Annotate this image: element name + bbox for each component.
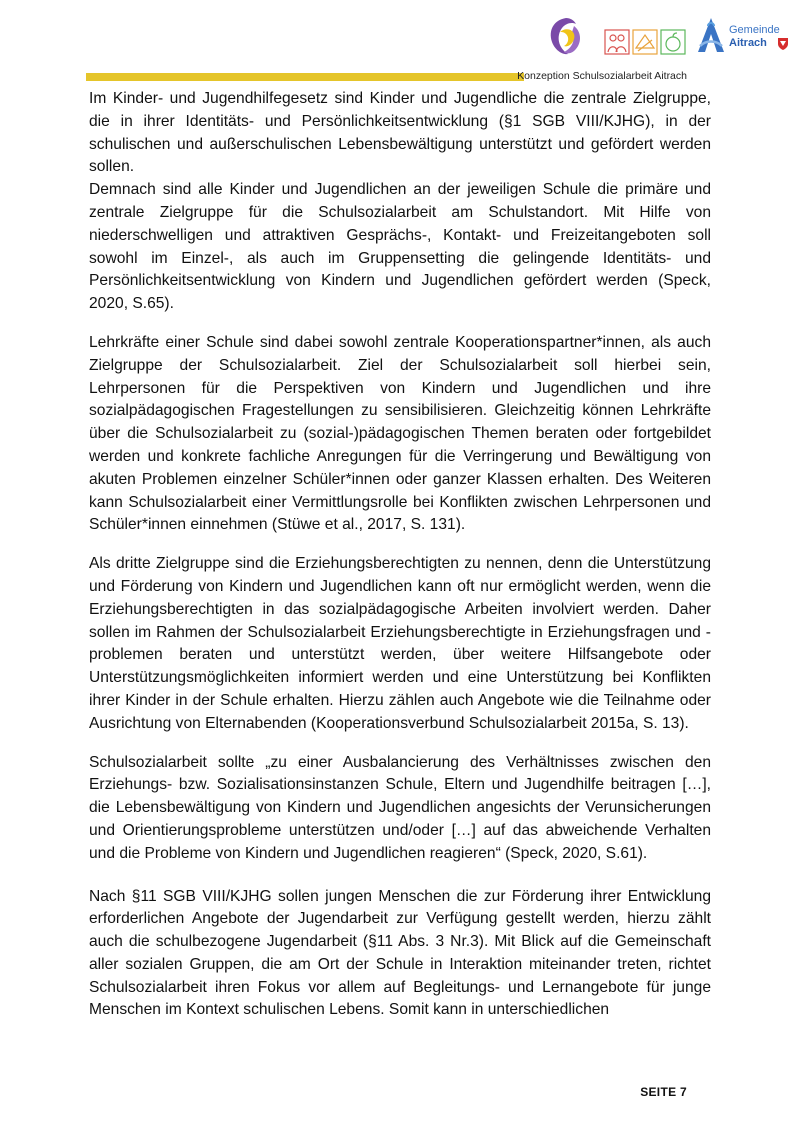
schulsozialarbeit-swirl-logo — [544, 14, 588, 58]
coat-of-arms-icon — [778, 38, 788, 50]
paragraph-primary-target-group: Demnach sind alle Kinder und Jugendlichen an der jeweiligen Schule die primäre und zentrale Zielgruppe für die Schulsozialarbeit am Schulstandort. Mit Hilfe von niederschwelligen und attraktiven Gesprächs-, Kontakt- und Freizeitangeboten soll sowohl im Einzel-, als auch im Gruppensetting die gelingende Identitäts- und Persönlichkeitsentwicklung von Kindern und Jugendlichen gefördert werden (Speck, 2020, S.65). — [89, 181, 711, 313]
document-subtitle: Konzeption Schulsozialarbeit Aitrach — [517, 70, 687, 82]
paragraph-sgb-11: Nach §11 SGB VIII/KJHG sollen jungen Menschen die zur Förderung ihrer Entwicklung erforderlichen Angebote der Jugendarbeit zur Verfügung gestellt werden, hierzu zählt auch die schulbezogene Jugendarbeit (§11 Abs. 3 Nr.3). Mit Blick auf die Gemeinschaft aller sozialen Gruppen, die am Ort der Schule in Interaktion miteinander treten, richtet Schulsozialarbeit ihren Fokus vor allem auf Begleitungs- und Lernangebote für junge Menschen im Kontext schulischen Lebens. Somit kann in unterschiedlichen — [89, 887, 711, 1019]
gemeinde-mark-icon — [696, 16, 726, 54]
header-accent-bar — [86, 73, 524, 81]
kids-activity-logos — [604, 26, 686, 58]
main-body-text — [89, 88, 711, 1022]
paragraph-quote-speck: Schulsozialarbeit sollte „zu einer Ausbalancierung des Verhältnisses zwischen den Erziehungs- bzw. Sozialisationsinstanzen Schule, Eltern und Jugendhilfe beitragen […], die Lebensbewältigung von Kindern und Jugendlichen angesichts der Verunsicherungen und Orientierungsprobleme unterstützen und/oder […] auf das abweichende Verhalten und die Probleme von Kindern und Jugendlichen reagieren“ (Speck, 2020, S.61). — [89, 753, 711, 862]
paragraph-guardians: Als dritte Zielgruppe sind die Erziehungsberechtigten zu nennen, denn die Unterstützung und Förderung von Kindern und Jugendlichen kann oft nur ermöglicht werden, wenn die Erziehungsberechtigten in das sozialpädagogische Arbeiten involviert werden. Daher sollen im Rahmen der Schulsozialarbeit Erziehungsberechtigte in Erziehungsfragen und -problemen beraten und unterstützt werden, über weitere Hilfsangebote oder Unterstützungsmöglichkeiten informiert werden und eine Unterstützung bei Konflikten ihrer Kinder in der Schule erhalten. Hierzu zählen auch Angebote wie die Teilnahme oder Ausrichtung von Elternabenden (Kooperationsverbund Schulsozialarbeit 2015a, S. 13). — [89, 555, 711, 732]
header-logos — [544, 12, 794, 60]
municipality-name: Aitrach — [729, 37, 767, 49]
paragraph-teachers: Lehrkräfte einer Schule sind dabei sowohl zentrale Kooperationspartner*innen, als auch Zielgruppe der Schulsozialarbeit. Ziel der Schulsozialarbeit soll hierbei sein, Lehrpersonen für die Perspektiven von Kindern und Jugendlichen und ihre sozialpädagogischen Fragestellungen zu sensibilisieren. Gleichzeitig können Lehrkräfte über die Schulsozialarbeit zu (sozial-)pädagogischen Themen beraten oder fortgebildet werden und konkrete fachliche Anregungen für die Verringerung und Bewältigung von akuten Problemen einzelner Schüler*innen oder ganzer Klassen erhalten. Des Weiteren kann Schulsozialarbeit einer Vermittlungsrolle bei Konflikten zwischen Lehrpersonen und Schüler*innen einnehmen (Stüwe et al., 2017, S. 131). — [89, 333, 711, 534]
page-number: SEITE 7 — [640, 1085, 687, 1099]
gemeinde-aitrach-logo — [696, 14, 792, 58]
gemeinde-label: Gemeinde — [729, 24, 780, 36]
paragraph-target-group-intro: Im Kinder- und Jugendhilfegesetz sind Kinder und Jugendliche die zentrale Zielgruppe, die in ihrer Identitäts- und Persönlichkeitsentwicklung (§1 SGB VIII/KJHG), in der schulischen und außerschulischen Lebensbewältigung unterstützt und gefördert werden sollen. — [89, 90, 711, 176]
